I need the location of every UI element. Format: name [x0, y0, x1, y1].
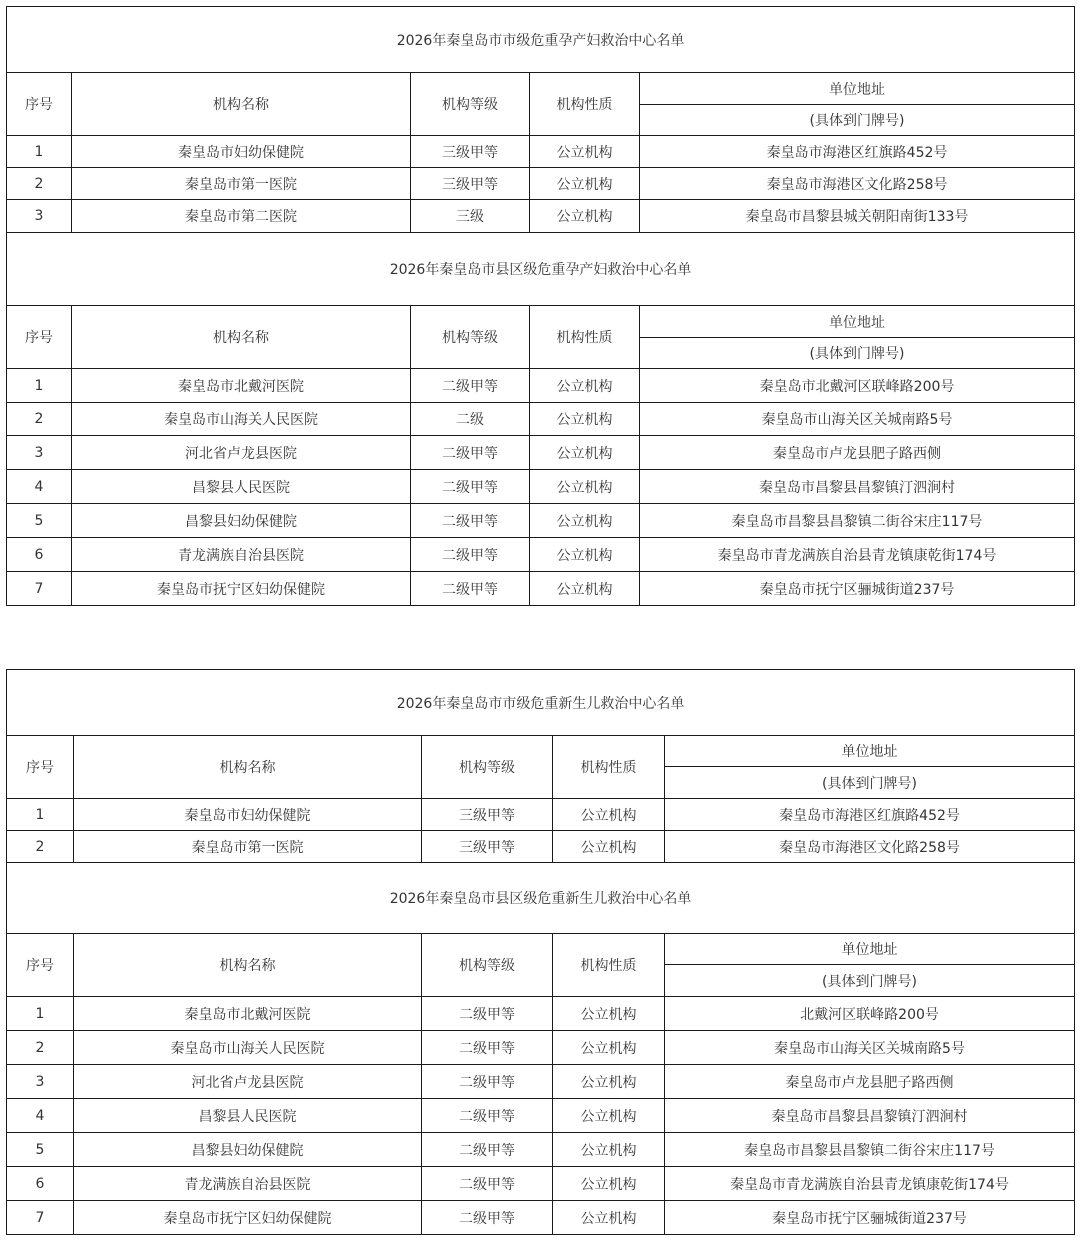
cell-name: 河北省卢龙县医院 — [74, 1065, 422, 1099]
cell-name: 青龙满族自治县医院 — [72, 538, 411, 572]
table-row — [7, 168, 1075, 200]
table-row — [7, 504, 1075, 538]
cell-nature: 公立机构 — [530, 369, 640, 403]
cell-index: 2 — [7, 403, 72, 436]
header-address: 单位地址 — [665, 736, 1075, 767]
cell-index: 2 — [7, 1031, 74, 1065]
neonatal-rescue-center-table — [6, 669, 1075, 1235]
cell-level: 三级甲等 — [411, 136, 530, 168]
cell-nature: 公立机构 — [530, 470, 640, 504]
cell-address: 秦皇岛市昌黎县昌黎镇二街谷宋庄117号 — [665, 1133, 1075, 1167]
cell-address: 秦皇岛市卢龙县肥子路西侧 — [665, 1065, 1075, 1099]
cell-index: 7 — [7, 1201, 74, 1235]
cell-name: 秦皇岛市第一医院 — [72, 168, 411, 200]
cell-nature: 公立机构 — [530, 136, 640, 168]
cell-nature: 公立机构 — [553, 831, 665, 863]
cell-level: 二级甲等 — [411, 470, 530, 504]
header-level: 机构等级 — [422, 934, 553, 997]
cell-nature: 公立机构 — [553, 1133, 665, 1167]
cell-level: 二级 — [411, 403, 530, 436]
cell-address: 秦皇岛市卢龙县肥子路西侧 — [640, 436, 1075, 470]
cell-level: 二级甲等 — [411, 369, 530, 403]
section-title: 2026年秦皇岛市县区级危重孕产妇救治中心名单 — [7, 233, 1075, 306]
cell-index: 7 — [7, 572, 72, 606]
cell-name: 昌黎县妇幼保健院 — [72, 504, 411, 538]
cell-address: 秦皇岛市昌黎县昌黎镇二街谷宋庄117号 — [640, 504, 1075, 538]
header-level: 机构等级 — [411, 306, 530, 369]
cell-nature: 公立机构 — [553, 1065, 665, 1099]
table-row — [7, 136, 1075, 168]
cell-address: 北戴河区联峰路200号 — [665, 997, 1075, 1031]
cell-level: 二级甲等 — [422, 1065, 553, 1099]
cell-nature: 公立机构 — [553, 997, 665, 1031]
cell-index: 4 — [7, 470, 72, 504]
cell-level: 二级甲等 — [411, 504, 530, 538]
cell-address: 秦皇岛市昌黎县城关朝阳南街133号 — [640, 200, 1075, 233]
cell-name: 秦皇岛市山海关人民医院 — [72, 403, 411, 436]
cell-address: 秦皇岛市山海关区关城南路5号 — [665, 1031, 1075, 1065]
cell-level: 二级甲等 — [422, 1031, 553, 1065]
cell-name: 昌黎县妇幼保健院 — [74, 1133, 422, 1167]
table-row — [7, 200, 1075, 233]
cell-address: 秦皇岛市昌黎县昌黎镇汀泗涧村 — [640, 470, 1075, 504]
table-row — [7, 1201, 1075, 1235]
cell-nature: 公立机构 — [553, 799, 665, 831]
header-row — [7, 736, 1075, 767]
cell-name: 秦皇岛市抚宁区妇幼保健院 — [72, 572, 411, 606]
cell-index: 4 — [7, 1099, 74, 1133]
cell-name: 河北省卢龙县医院 — [72, 436, 411, 470]
header-address-note: (具体到门牌号) — [640, 338, 1075, 369]
cell-address: 秦皇岛市海港区文化路258号 — [640, 168, 1075, 200]
cell-index: 2 — [7, 831, 74, 863]
cell-name: 秦皇岛市北戴河医院 — [74, 997, 422, 1031]
cell-nature: 公立机构 — [530, 572, 640, 606]
cell-nature: 公立机构 — [553, 1167, 665, 1201]
table-row — [7, 1031, 1075, 1065]
header-row — [7, 73, 1075, 105]
header-row — [7, 306, 1075, 338]
cell-nature: 公立机构 — [553, 1201, 665, 1235]
cell-address: 秦皇岛市昌黎县昌黎镇汀泗涧村 — [665, 1099, 1075, 1133]
cell-index: 6 — [7, 1167, 74, 1201]
cell-nature: 公立机构 — [530, 436, 640, 470]
cell-name: 秦皇岛市妇幼保健院 — [74, 799, 422, 831]
cell-nature: 公立机构 — [530, 538, 640, 572]
cell-nature: 公立机构 — [530, 504, 640, 538]
cell-address: 秦皇岛市海港区红旗路452号 — [640, 136, 1075, 168]
header-level: 机构等级 — [422, 736, 553, 799]
cell-index: 2 — [7, 168, 72, 200]
cell-level: 二级甲等 — [422, 1167, 553, 1201]
header-index: 序号 — [7, 736, 74, 799]
header-address: 单位地址 — [665, 934, 1075, 965]
section-title: 2026年秦皇岛市市级危重孕产妇救治中心名单 — [7, 7, 1075, 73]
cell-address: 秦皇岛市北戴河区联峰路200号 — [640, 369, 1075, 403]
cell-level: 三级甲等 — [422, 831, 553, 863]
cell-address: 秦皇岛市青龙满族自治县青龙镇康乾街174号 — [665, 1167, 1075, 1201]
cell-index: 1 — [7, 136, 72, 168]
header-name: 机构名称 — [74, 736, 422, 799]
cell-nature: 公立机构 — [530, 403, 640, 436]
table-row — [7, 436, 1075, 470]
header-address-note: (具体到门牌号) — [640, 105, 1075, 136]
cell-level: 二级甲等 — [422, 1133, 553, 1167]
cell-index: 5 — [7, 504, 72, 538]
table-row — [7, 1167, 1075, 1201]
cell-address: 秦皇岛市山海关区关城南路5号 — [640, 403, 1075, 436]
cell-index: 5 — [7, 1133, 74, 1167]
maternal-rescue-center-table — [6, 6, 1075, 606]
cell-address: 秦皇岛市海港区文化路258号 — [665, 831, 1075, 863]
table-row — [7, 1133, 1075, 1167]
cell-index: 3 — [7, 1065, 74, 1099]
cell-index: 3 — [7, 436, 72, 470]
table-row — [7, 799, 1075, 831]
cell-address: 秦皇岛市青龙满族自治县青龙镇康乾街174号 — [640, 538, 1075, 572]
cell-nature: 公立机构 — [553, 1099, 665, 1133]
table-row — [7, 470, 1075, 504]
cell-name: 秦皇岛市第二医院 — [72, 200, 411, 233]
header-index: 序号 — [7, 934, 74, 997]
header-address: 单位地址 — [640, 73, 1075, 105]
header-nature: 机构性质 — [530, 306, 640, 369]
cell-name: 秦皇岛市山海关人民医院 — [74, 1031, 422, 1065]
cell-name: 秦皇岛市妇幼保健院 — [72, 136, 411, 168]
header-index: 序号 — [7, 73, 72, 136]
cell-index: 1 — [7, 799, 74, 831]
section-title-row — [7, 863, 1075, 934]
section-title: 2026年秦皇岛市市级危重新生儿救治中心名单 — [7, 670, 1075, 736]
header-address-note: (具体到门牌号) — [665, 965, 1075, 997]
cell-level: 二级甲等 — [422, 1201, 553, 1235]
cell-address: 秦皇岛市海港区红旗路452号 — [665, 799, 1075, 831]
cell-address: 秦皇岛市抚宁区骊城街道237号 — [640, 572, 1075, 606]
header-address-note: (具体到门牌号) — [665, 767, 1075, 799]
header-name: 机构名称 — [74, 934, 422, 997]
section-title: 2026年秦皇岛市县区级危重新生儿救治中心名单 — [7, 863, 1075, 934]
cell-level: 三级 — [411, 200, 530, 233]
cell-name: 昌黎县人民医院 — [74, 1099, 422, 1133]
cell-level: 三级甲等 — [422, 799, 553, 831]
table-row — [7, 369, 1075, 403]
cell-level: 二级甲等 — [411, 538, 530, 572]
cell-name: 秦皇岛市第一医院 — [74, 831, 422, 863]
table-row — [7, 997, 1075, 1031]
header-index: 序号 — [7, 306, 72, 369]
header-address: 单位地址 — [640, 306, 1075, 338]
header-level: 机构等级 — [411, 73, 530, 136]
table-row — [7, 538, 1075, 572]
section-title-row — [7, 7, 1075, 73]
header-nature: 机构性质 — [553, 934, 665, 997]
header-nature: 机构性质 — [530, 73, 640, 136]
table-row — [7, 1065, 1075, 1099]
cell-index: 1 — [7, 369, 72, 403]
section-title-row — [7, 670, 1075, 736]
header-nature: 机构性质 — [553, 736, 665, 799]
cell-name: 秦皇岛市北戴河医院 — [72, 369, 411, 403]
cell-name: 秦皇岛市抚宁区妇幼保健院 — [74, 1201, 422, 1235]
cell-nature: 公立机构 — [553, 1031, 665, 1065]
cell-level: 二级甲等 — [422, 1099, 553, 1133]
table-row — [7, 572, 1075, 606]
cell-level: 二级甲等 — [411, 436, 530, 470]
cell-level: 三级甲等 — [411, 168, 530, 200]
table-row — [7, 403, 1075, 436]
cell-index: 1 — [7, 997, 74, 1031]
table-row — [7, 1099, 1075, 1133]
cell-nature: 公立机构 — [530, 200, 640, 233]
cell-name: 昌黎县人民医院 — [72, 470, 411, 504]
cell-address: 秦皇岛市抚宁区骊城街道237号 — [665, 1201, 1075, 1235]
table-row — [7, 831, 1075, 863]
cell-nature: 公立机构 — [530, 168, 640, 200]
cell-level: 二级甲等 — [411, 572, 530, 606]
cell-index: 3 — [7, 200, 72, 233]
section-title-row — [7, 233, 1075, 306]
header-row — [7, 934, 1075, 965]
header-name: 机构名称 — [72, 73, 411, 136]
cell-index: 6 — [7, 538, 72, 572]
cell-level: 二级甲等 — [422, 997, 553, 1031]
header-name: 机构名称 — [72, 306, 411, 369]
cell-name: 青龙满族自治县医院 — [74, 1167, 422, 1201]
